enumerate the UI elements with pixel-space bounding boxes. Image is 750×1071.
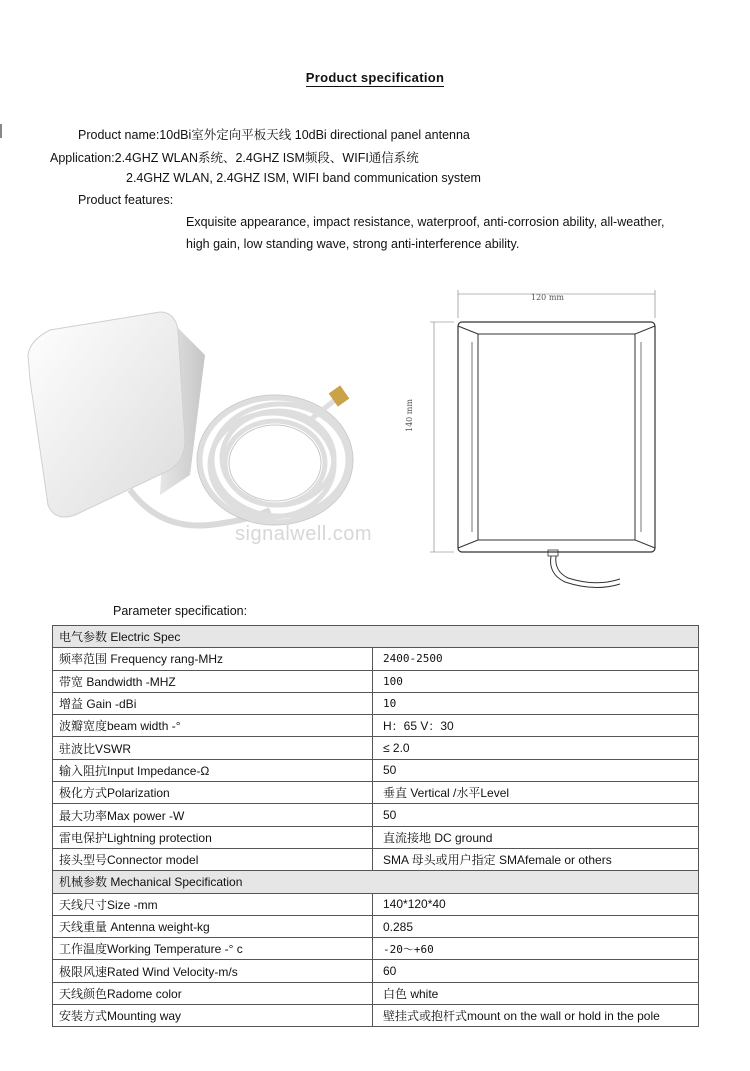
param-value: -20～+60 [373,938,699,960]
param-name: 极化方式Polarization [53,782,373,804]
param-name: 波瓣宽度beam width -° [53,715,373,737]
watermark: signalwell.com [235,523,373,545]
table-row [53,759,699,781]
param-name: 频率范围 Frequency rang-MHz [53,648,373,670]
param-name: 工作温度Working Temperature -° c [53,938,373,960]
param-name: 最大功率Max power -W [53,804,373,826]
param-name: 极限风速Rated Wind Velocity-m/s [53,960,373,982]
table-row [53,826,699,848]
table-row [53,670,699,692]
param-value: ≤ 2.0 [373,737,699,759]
dimension-drawing [420,282,670,598]
table-row [53,915,699,937]
table-row [53,1005,699,1027]
antenna-photo [10,300,380,555]
param-value: 直流接地 DC ground [373,826,699,848]
param-value: 60 [373,960,699,982]
table-row [53,692,699,714]
features-line-2: high gain, low standing wave, strong anti-interference ability. [186,237,520,251]
param-value: 白色 white [373,982,699,1004]
param-value: H：65 V：30 [373,715,699,737]
param-value: 100 [373,670,699,692]
page-title: Product specification [305,70,445,85]
table-row [53,982,699,1004]
section-header: 电气参数 Electric Spec [53,626,699,648]
application-line-1: Application:2.4GHZ WLAN系统、2.4GHZ ISM频段、WIFI通信系统 [50,151,419,165]
height-dimension-label: 140 mm [405,399,414,432]
param-value: 2400-2500 [373,648,699,670]
table-row [53,804,699,826]
table-row [53,960,699,982]
param-value: 垂直 Vertical /水平Level [373,782,699,804]
param-name: 安装方式Mounting way [53,1005,373,1027]
electric-spec-header-row [53,626,699,648]
param-name: 驻波比VSWR [53,737,373,759]
width-dimension-label: 120 mm [531,293,564,302]
features-label: Product features: [78,193,174,207]
table-row [53,782,699,804]
param-name: 带宽 Bandwidth -MHZ [53,670,373,692]
spec-table [52,625,699,1027]
mechanical-spec-header-row [53,871,699,893]
table-row [53,848,699,870]
table-row [53,938,699,960]
param-name: 接头型号Connector model [53,848,373,870]
param-name: 增益 Gain -dBi [53,692,373,714]
section-header: 机械参数 Mechanical Specification [53,871,699,893]
left-margin-mark [0,124,2,138]
param-value: 0.285 [373,915,699,937]
table-row [53,715,699,737]
product-name: Product name:10dBi室外定向平板天线 10dBi directional panel antenna [78,128,470,142]
param-value: 壁挂式或抱杆式mount on the wall or hold in the pole [373,1005,699,1027]
application-line-2: 2.4GHZ WLAN, 2.4GHZ ISM, WIFI band communication system [126,171,481,185]
param-value: 50 [373,804,699,826]
parameter-label: Parameter specification: [113,604,248,618]
param-value: 50 [373,759,699,781]
param-value: 140*120*40 [373,893,699,915]
param-name: 天线重量 Antenna weight-kg [53,915,373,937]
param-name: 天线颜色Radome color [53,982,373,1004]
features-line-1: Exquisite appearance, impact resistance, waterproof, anti-corrosion ability, all-weather, [186,215,665,229]
param-name: 雷电保护Lightning protection [53,826,373,848]
table-row [53,737,699,759]
table-row [53,648,699,670]
param-name: 天线尺寸Size -mm [53,893,373,915]
param-name: 输入阻抗Input Impedance-Ω [53,759,373,781]
table-row [53,893,699,915]
param-value: 10 [373,692,699,714]
param-value: SMA 母头或用户指定 SMAfemale or others [373,848,699,870]
